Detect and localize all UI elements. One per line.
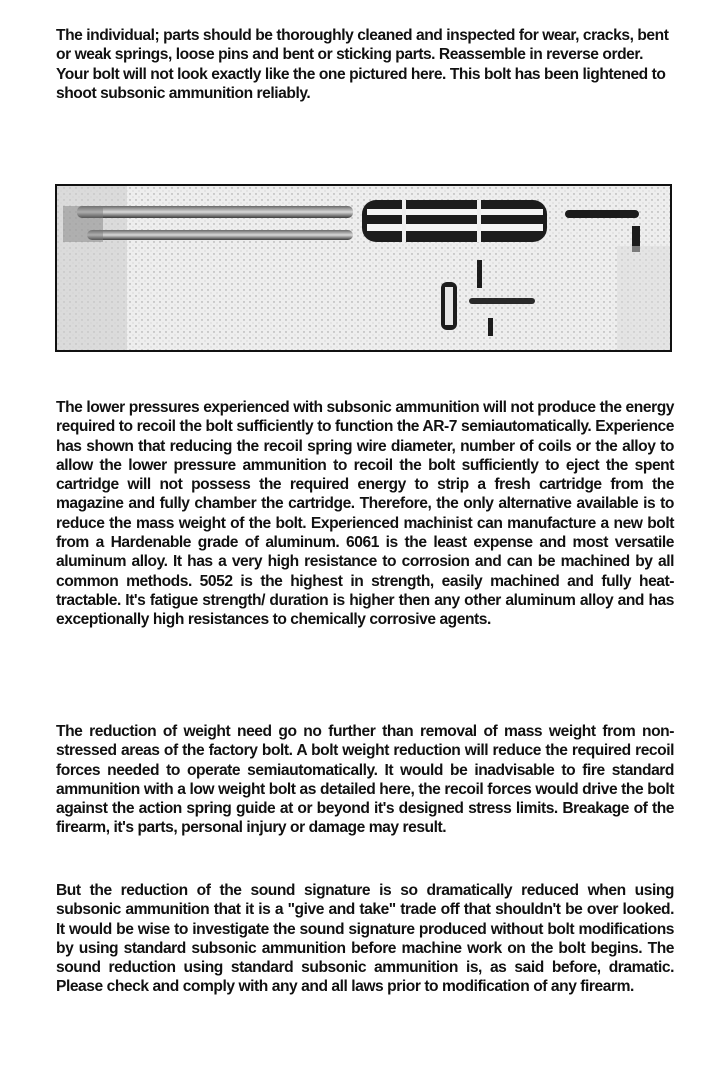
retaining-pin xyxy=(477,260,482,288)
detent-pin xyxy=(488,318,493,336)
body-paragraph-subsonic: The lower pressures experienced with subsonic ammunition will not produce the energy required to recoil the bolt sufficiently to function the AR-7 semiautomatically. Experience has shown that reducing the recoil spring wire diameter, number of coils or the alloy to allow the lower pressure ammunition to recoil the bolt sufficiently to eject the spent cartridge will not possess the required energy to strip a fresh cartridge from the magazine and fully chamber the cartridge. Therefore, the only alternative available is to reduce the mass weight of the bolt. Experienced machinist can manufacture a new bolt from a Hardenable grade of aluminum. 6061 is the least expense and most versatile aluminum alloy. It has a very high resistance to corrosion and can be machined by all common methods. 5052 is the highest in strength, easily machined and fully heat-tractable. It's fatigue strength/ duration is higher then any other aluminum alloy and has exceptionally high resistances to chemically corrosive agents. xyxy=(56,399,674,629)
small-spring xyxy=(469,298,535,304)
body-paragraph-weight-reduction: The reduction of weight need go no further than removal of mass weight from non-stressed areas of the factory bolt. A bolt weight reduction will reduce the required recoil forces needed to operate semiautomatically. It would be inadvisable to fire standard ammunition with a low weight bolt as detailed here, the recoil forces would drive the bolt against the action spring guide at or beyond it's designed stress limits. Breakage of the firearm, it's parts, personal injury or damage may result. xyxy=(56,723,674,837)
recoil-spring-guide-rod xyxy=(77,206,353,218)
bolt-parts-illustration xyxy=(57,186,670,350)
intro-paragraph: The individual; parts should be thoroughly cleaned and inspected for wear, cracks, bent or weak springs, loose pins and bent or sticking parts. Reassemble in reverse order. Your bolt will not look exactly like the one pictured here. This bolt has been lightened to shoot subsonic ammunition reliably. xyxy=(56,27,669,102)
bolt-body xyxy=(362,200,547,242)
firing-pin xyxy=(565,210,639,218)
body-paragraph-sound-signature: But the reduction of the sound signature is so dramatically reduced when using subsonic ammunition that it is a "give and take" trade off that shouldn't be over looked. It would be wise to investigate the sound signature produced without bolt modifications by using standard subsonic ammunition before machine work on the bolt begins. The sound reduction using standard subsonic ammunition is, as said before, dramatic. Please check and comply with any and all laws prior to modification of any firearm. xyxy=(56,882,674,996)
disassembled-bolt-photo xyxy=(55,184,672,352)
action-spring-guide-rod xyxy=(87,230,353,240)
